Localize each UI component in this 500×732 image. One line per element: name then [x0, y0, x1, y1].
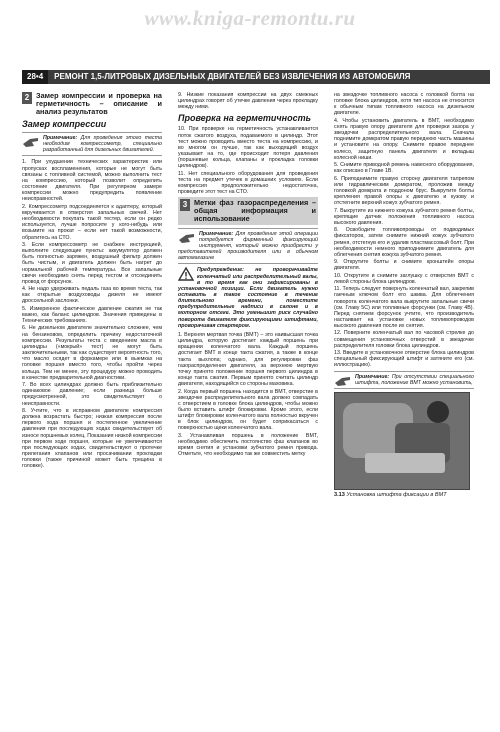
note-hand-icon — [22, 135, 40, 149]
section-title: Метки фаз газораспределения – общая информация и использование — [194, 197, 316, 223]
note-hand-icon — [178, 231, 196, 245]
section-3-heading — [178, 197, 318, 225]
header-title: РЕМОНТ 1,5-ЛИТРОВЫХ ДИЗЕЛЬНЫХ ДВИГАТЕЛЕЙ БЕЗ ИЗВЛЕЧЕНИЯ ИЗ АВТОМОБИЛЯ — [54, 72, 411, 81]
column-3 — [334, 92, 474, 501]
figure-caption-text: Установка штифта фиксации в ВМТ — [346, 491, 447, 498]
engine-photo — [334, 392, 470, 490]
paragraph: 3. Если компрессометр не снабжен инструкцией, выполните следующие пункты: аккумулятор должен быть полностью заряжен, воздушный фильтр должен быть чистым, и двигатель должен быть нагрет до нормальной рабочей температуры. Все запальные свечи необходимо снять перед тестом и отсоединить провод от форсунок. — [22, 241, 162, 285]
paragraph: 6. Приподнимите правую сторону двигателя талрепом или гидравлическим домкратом, проложив между головкой домкрата и поддоном брус. Выкрутите болты крепления правой опоры к двигателю и кузову и отстегните верхний кожух зубчатого ремня. — [334, 175, 474, 207]
note-box — [22, 132, 162, 156]
paragraph: 1. Верхняя мертвая точка (ВМТ) – это наивысшая точка цилиндра, которую достигает каждый поршень при вращении коленчатого вала. Каждый поршень достигает ВМТ в конце такта сжатия, а также в конце такта выхлопа; однако, для регулировки фаз газораспределения двигателя, за верхнюю мертвую точку принято положение поршня первого цилиндра в конце такта сжатия. Первым принято считать цилиндр двигателя, находящийся со стороны маховика. — [178, 331, 318, 388]
paragraph: 7. Во всех цилиндрах должно быть приблизительно одинаковое давление; если разница больше предусмотренной, это свидетельствует о неисправности. — [22, 382, 162, 407]
note-box — [334, 371, 474, 389]
running-header — [22, 70, 490, 84]
column-2 — [178, 92, 318, 459]
note-hand-icon — [334, 374, 352, 388]
paragraph: 13. Введите в установочное отверстие блока цилиндров специальный фиксирующий штифт и затяните его (см. иллюстрацию). — [334, 350, 474, 369]
note-box — [178, 228, 318, 265]
paragraph: на звездочке топливного насоса с головкой болта на головке блока цилиндров, хотя тип насоса не относится к обычным типам топливного насоса на дизельном двигателе. — [334, 92, 474, 117]
watermark: www.kniga-remontu.ru — [144, 6, 356, 30]
paragraph: 7. Выкрутите из нижнего кожуха зубчатого ремня болты, крепящие датчик положения топливного насоса высокого давления. — [334, 207, 474, 226]
subheading-leak-test: Проверка на герметичность — [178, 113, 311, 124]
subheading-compression: Замер компрессии — [22, 119, 107, 129]
paragraph: 2. Когда первый поршень находится в ВМТ, отверстие в звездочке распределительного вала должно совпадать с отверстием в головке блока цилиндров, чтобы можно было вставить штифт блокировки. Кроме этого, если штифт блокировки коленчатого вала полностью вкручен в блок цилиндров, он будет соприкасаться с поверхностью щеки коленчатого вала. — [178, 388, 318, 432]
note-label: Примечание: — [43, 135, 78, 141]
warning-icon — [178, 267, 194, 281]
paragraph: 5. Измеренное фактическое давление сжатия не так важно, как баланс цилиндров. Значения приведены в Технических требованиях. — [22, 305, 162, 325]
paragraph: 12. Поверните коленчатый вал по часовой стрелке до совмещения установочных отверстий в звездочке распределителя головки блока цилиндров. — [334, 330, 474, 349]
note-label: Примечание: — [199, 230, 234, 237]
note-label: Примечание: — [355, 373, 390, 380]
note-text: При отсутствии специального штифта, положение ВМТ можно установить, — [355, 373, 474, 386]
paragraph: 9. Открутите болты и снимите кронштейн опоры двигателя. — [334, 259, 474, 272]
paragraph: 3. Устанавливая поршень в положение ВМТ, необходимо обеспечить постоянство фаз клапанов во время снятия и установки зубчатого ремня привода. Отметьте, что необходимо так же совместить метку — [178, 432, 318, 458]
warning-text: не проворачивайте коленчатый или распределительный валы, в то время как они зафиксированы в установочной позиции. Если двигатель нужно оставить в такое состояние в течение длительного времени, поместите предупредительные надписи в салоне и в моторном отсеке. Это уменьшит риск случайно поворота двигателя фиксирующими штифтами, проворачивая стартером. — [178, 267, 318, 329]
paragraph: 11. Теперь следует повернуть коленчатый вал, закрепив гаечным ключом болт его шкива. Для облегчения поворота коленчатого вала выкрутите запальные свечи (см. Главу 5С) или топливные форсунки (см. Главу 4В). Перед снятием форсунок учтите, что производитель настаивает на установке новых топливопроводов высокого давления после их снятия. — [334, 286, 474, 330]
paragraph: 8. Учтите, что в исправном двигателе компрессия должна возрастать быстро; низкая компрессия после первого хода поршня и постепенное увеличение давления при последующих ходах свидетельствует об износе поршневых колец. Показания низкой компрессии при первом ходе поршня, которые не увеличиваются при последующих ходах, свидетельствуют о протечке прилегания клапанов или просачивании прокладки головки (также причиной может быть трещина в головке). — [22, 407, 162, 470]
paragraph: 5. Снимите приводной ремень навесного оборудования, как описано в Главе 1В. — [334, 162, 474, 175]
warning-label: Предупреждение: — [197, 267, 244, 274]
paragraph: 4. Не надо удерживать педаль газа во время теста, так как открытые воздуховоды дизеля не имеют дроссельной заслонки. — [22, 286, 162, 305]
figure-caption — [334, 492, 474, 498]
section-2-heading — [22, 92, 162, 116]
engine-part-shape — [365, 453, 445, 473]
paragraph: 9. Низкие показания компрессии на двух смежных цилиндрах говорят об утечке давления через прокладку между ними. — [178, 92, 318, 111]
paragraph: 1. При ухудшении технических характеристик или пропусках воспламенения, которые не могут быть связаны с топливной системой, можно выполнить тест на компрессию, который позволит определить состояние двигателя. При регулярном замере компрессии можно предупредить появление неисправностей. — [22, 159, 162, 203]
warning-box — [178, 267, 318, 329]
locking-pin-shape — [427, 401, 449, 423]
page-number: 28•4 — [22, 70, 48, 84]
paragraph: 4. Чтобы установить двигатель в ВМТ, необходимо снять правую опору двигателя для проверки зазора у звездочки распределительного вала. Сначала поднимите домкратом правую переднюю часть машины и установите на опору. Снимите правое переднее колесо, защитную панель двигателя и вкладыш колесной ниши. — [334, 117, 474, 161]
column-1 — [22, 92, 162, 471]
paragraph: 10. При проверке на герметичность устанавливается поток сжатого воздуха, подаваемого в цилиндр. Этот тест можно проводить вместо теста на компрессию, и во многом он лучше, так как выходящий воздух указывает на то, где происходит потеря давления (поршневые кольца, клапаны и прокладка головки цилиндров). — [178, 126, 318, 170]
section-number: 3 — [180, 199, 190, 211]
note-text: Для проведения этого теста необходим компрессометр, специально разработанный для дизельных двигателей. — [43, 135, 162, 154]
paragraph: 6. Не дизельном двигателе значительно сложнее, чем на бензиновом, определить причину недостаточной компрессии. Результаты теста с введением масла в цилиндры («мокрый» тест) не могут быть заключительными, так как существует вероятность того, что масло осядет в форкамере или в выемках на головке поршня вместо того, чтобы пройти через кольца. Тем не менее, эту процедуру можно проводить в качестве предварительной диагностики. — [22, 325, 162, 381]
figure-number: 3.13 — [334, 491, 345, 498]
section-number: 2 — [22, 92, 32, 104]
paragraph: 2. Компрессометр подсоединяется к адаптеру, который вкручивается в отверстия запальных свечей. Нет необходимости покупать такой тестер, если он редко используется, лучше попросите у кого-нибудь или возьмите на прокат – если нет такой возможности, обратитесь на СТО. — [22, 203, 162, 241]
paragraph: 10. Открутите и снимите заглушку с отверстия ВМТ с левой стороны блока цилиндров. — [334, 272, 474, 285]
paragraph: 8. Освободите топливопроводы от подводимых фиксаторов, затем снимите нижний кожух зубчатого ремня, отстегнув его и удалив пластмассовый болт. При необходимости немного приподнимите двигатель для облегчения снятия кожуха зубчатого ремня. — [334, 227, 474, 258]
section-title: Замер компрессии и проверка на герметичность – описание и анализ результатов — [36, 91, 162, 116]
paragraph: 11. Нет специального оборудования для проведения теста на предмет утечек в домашних условиях. Если компрессия предположительно недостаточна, проведите этот тест на СТО. — [178, 170, 318, 196]
note-text: Для проведения этой операции потребуется фирменный фиксирующий инструмент, который можно приобрести у представителей производителя или в обычном автомагазине — [178, 230, 318, 262]
